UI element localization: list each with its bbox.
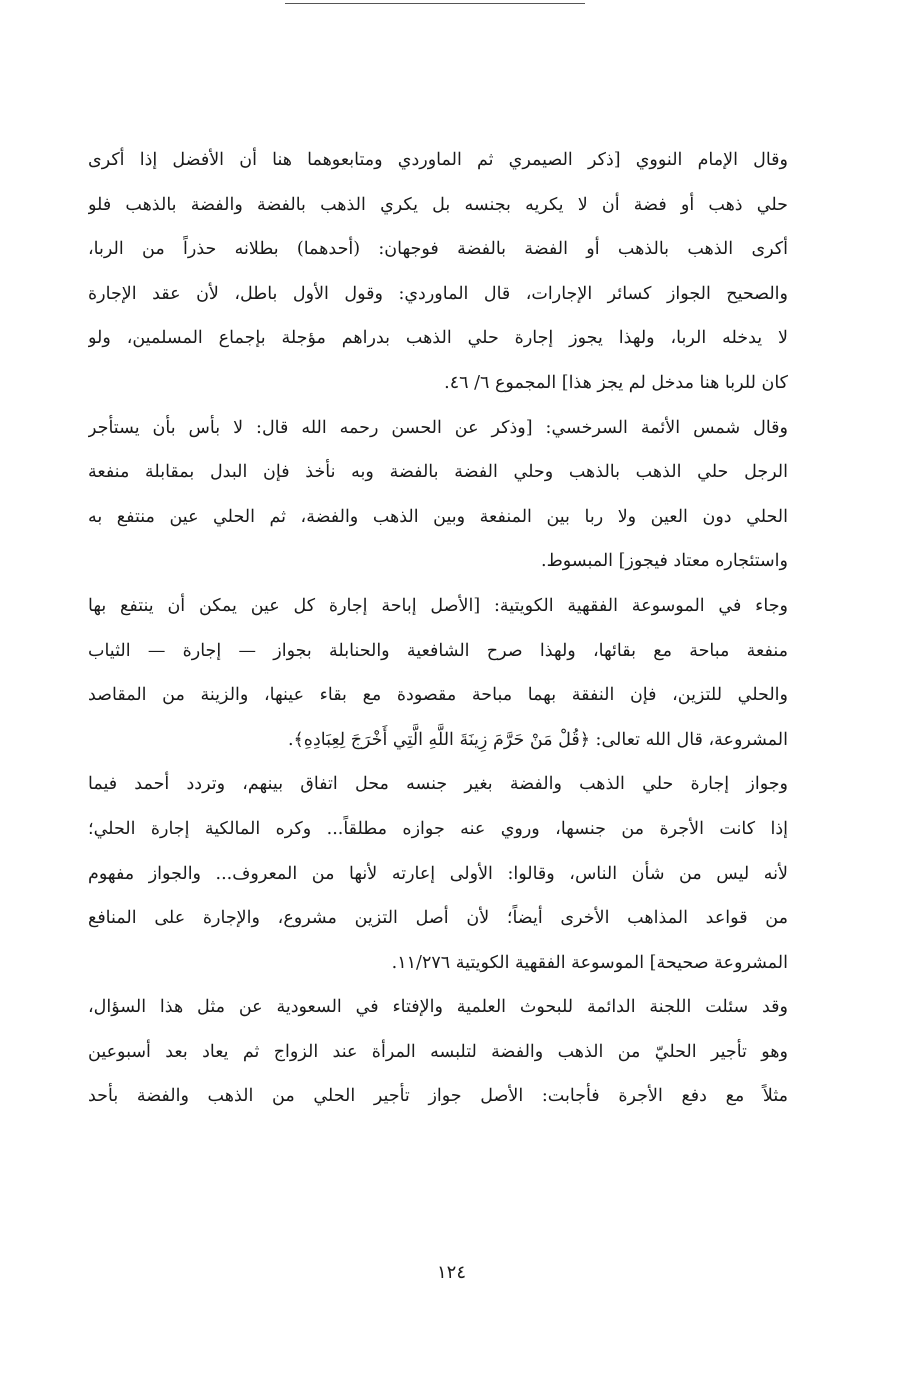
text-line: من قواعد المذاهب الأخرى أيضاً؛ لأن أصل التزين مشروع، والإجارة على المنافع [88,908,788,929]
text-line: إذا كانت الأجرة من جنسها، وروي عنه جوازه مطلقاً... وكره المالكية إجارة الحلي؛ [88,818,788,839]
text-line: واستئجاره معتاد فيجوز] المبسوط. [541,551,788,572]
text-line: والصحيح الجواز كسائر الإجارات، قال الماوردي: وقول الأول باطل، لأن عقد الإجارة [88,283,788,304]
text-line: لأنه ليس من شأن الناس، وقالوا: الأولى إعارته لأنها من المعروف... والجواز مفهوم [88,863,788,884]
text-line: وجاء في الموسوعة الفقهية الكويتية: [الأصل إباحة إجارة كل عين يمكن أن ينتفع بها [88,595,788,616]
text-line: وقد سئلت اللجنة الدائمة للبحوث العلمية والإفتاء في السعودية عن مثل هذا السؤال، [88,997,788,1018]
text-line: مثلاً مع دفع الأجرة فأجابت: الأصل جواز تأجير الحلي من الذهب والفضة بأحد [88,1086,788,1107]
text-line: المشروعة صحيحة] الموسوعة الفقهية الكويتية ١١/٢٧٦. [391,952,788,973]
page-body [88,138,788,1119]
text-line: كان للربا هنا مدخل لم يجز هذا] المجموع ٦/ ٤٦. [444,372,788,393]
page-number: ١٢٤ [436,1262,466,1283]
text-line: وجواز إجارة حلي الذهب والفضة بغير جنسه محل اتفاق بينهم، وتردد أحمد فيما [88,774,788,795]
text-line: منفعة مباحة مع بقائها، ولهذا صرح الشافعية والحنابلة بجواز — إجارة — الثياب [88,640,788,661]
quran-verse-line: المشروعة، قال الله تعالى: ﴿قُلْ مَنْ حَرَّمَ زِينَةَ اللَّهِ الَّتِي أَخْرَجَ لِعِبَادِهِ﴾. [287,729,788,750]
text-line: حلي ذهب أو فضة أن لا يكريه بجنسه بل يكري الذهب بالفضة والفضة بالذهب فلو [88,194,788,215]
text-line: الحلي دون العين ولا ربا بين المنفعة وبين الذهب والفضة، ثم الحلي عين منتفع به [88,506,788,527]
text-line: الرجل حلي الذهب بالذهب وحلي الفضة بالفضة وبه نأخذ فإن البدل بمقابلة منفعة [88,462,788,483]
text-line: والحلي للتزين، فإن النفقة بهما مباحة مقصودة مع بقاء عينها، والزينة من المقاصد [88,685,788,706]
text-line: وهو تأجير الحليّ من الذهب والفضة لتلبسه المرأة عند الزواج ثم يعاد بعد أسبوعين [88,1041,788,1062]
text-line: لا يدخله الربا، ولهذا يجوز إجارة حلي الذهب بدراهم مؤجلة بإجماع المسلمين، ولو [88,328,788,349]
text-line: أكرى الذهب بالذهب أو الفضة بالفضة فوجهان: (أحدهما) بطلانه حذراً من الربا، [88,239,788,260]
text-line: وقال شمس الأئمة السرخسي: [وذكر عن الحسن رحمه الله قال: لا بأس بأن يستأجر [88,417,788,438]
text-line: وقال الإمام النووي [ذكر الصيمري ثم الماوردي ومتابعوهما هنا أن الأفضل إذا أكرى [88,150,788,170]
top-rule [285,3,585,4]
